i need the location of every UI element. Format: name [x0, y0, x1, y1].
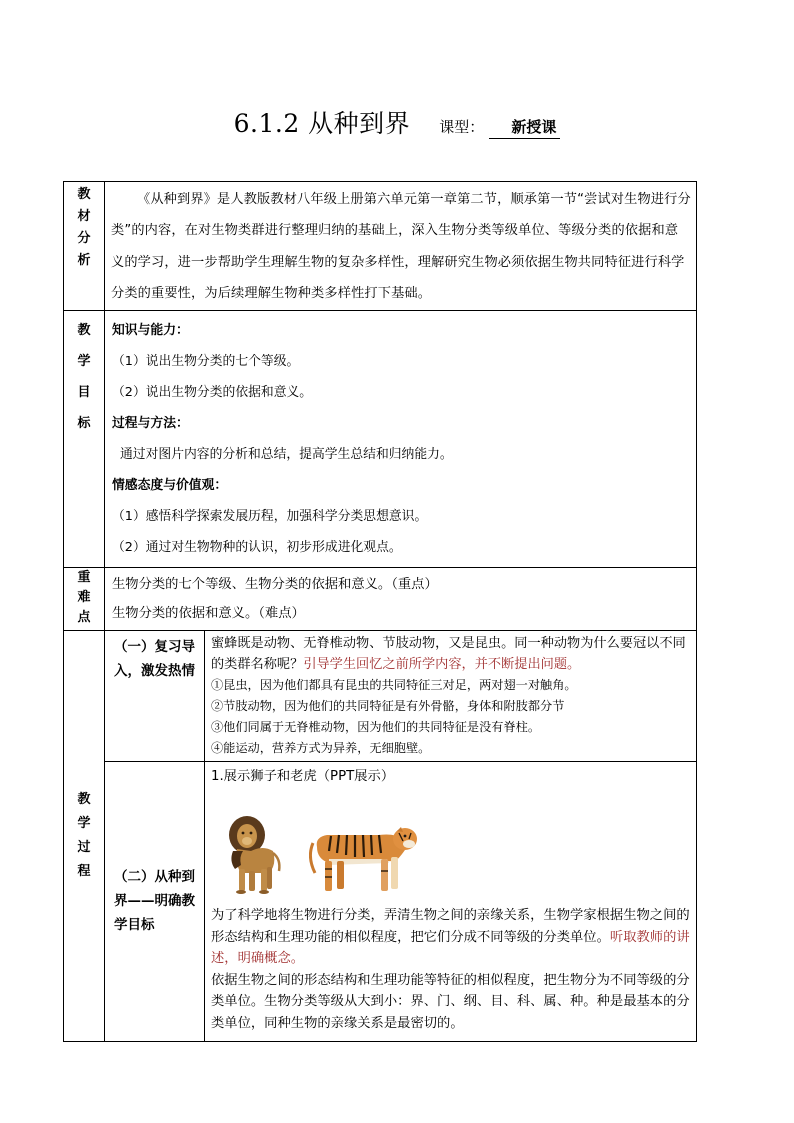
- part2-content: [205, 761, 697, 1041]
- part1-label-cell: [105, 630, 205, 761]
- knowledge-item-1: （1）说出生物分类的七个等级。: [112, 353, 300, 369]
- process-heading: 过程与方法：: [112, 415, 189, 431]
- process-label: 教 学 过 程: [64, 630, 105, 1041]
- analysis-content: [105, 182, 697, 311]
- attitude-heading: 情感态度与价值观：: [112, 477, 228, 493]
- part2-paragraph-1: 为了科学地将生物进行分类，弄清生物之间的亲缘关系，生物学家根据生物之间的形态结构和生理功能的相似程度，把它们分成不同等级的分类单位。: [211, 908, 690, 945]
- process-item-1: 通过对图片内容的分析和总结，提高学生总结和归纳能力。: [120, 446, 453, 462]
- lion-image: [223, 815, 285, 897]
- attitude-item-1: （1）感悟科学探索发展历程，加强科学分类思想意识。: [112, 508, 428, 524]
- analysis-label: 教 材 分 析: [64, 182, 105, 311]
- page-title: 6.1.2 从种到界: [233, 109, 411, 138]
- process-part2-row: [64, 761, 697, 1041]
- lesson-plan-table: [63, 181, 697, 1042]
- part2-paragraph-2: 依据生物之间的形态结构和生理功能等特征的相似程度，把生物分为不同等级的分类单位。生物分类等级从大到小：界、门、纲、目、科、属、种。种是最基本的分类单位，同种生物的亲缘关系是最密切的。: [211, 972, 690, 1031]
- part2-label-cell: [105, 761, 205, 1041]
- key-point-1: 生物分类的七个等级、生物分类的依据和意义。（重点）: [112, 576, 438, 592]
- part1-item-4: ④能运动，营养方式为异养，无细胞壁。: [211, 740, 431, 755]
- part1-teacher-note: 引导学生回忆之前所学内容，并不断提出问题。: [303, 656, 581, 672]
- key-point-2: 生物分类的依据和意义。（难点）: [112, 605, 305, 621]
- key-points-label: 重 难 点: [64, 567, 105, 630]
- goals-row: [64, 310, 697, 567]
- tiger-image: [309, 817, 419, 897]
- part1-item-2: ②节肢动物，因为他们的共同特征是有外骨骼，身体和附肢都分节: [211, 698, 565, 713]
- part2-heading: 1.展示狮子和老虎（PPT展示）: [211, 768, 395, 784]
- key-points-content: [105, 567, 697, 630]
- part1-content: [205, 630, 697, 761]
- analysis-text: 《从种到界》是人教版教材八年级上册第六单元第一章第二节，顺承第一节“尝试对生物进行分类”的内容，在对生物类群进行整理归纳的基础上，深入生物分类等级单位、等级分类的依据和意义的学习，进一步帮助学生理解生物的复杂多样性，理解研究生物必须依据生物共同特征进行科学分类的重要性，为后续理解生物种类多样性打下基础。: [111, 192, 691, 302]
- part2-label: （二）从种到界——明确教学目标: [114, 869, 195, 934]
- goals-content: [105, 310, 697, 567]
- attitude-item-2: （2）通过对生物物种的认识，初步形成进化观点。: [112, 539, 402, 555]
- part1-item-3: ③他们同属于无脊椎动物，因为他们的共同特征是没有脊柱。: [211, 719, 541, 734]
- knowledge-item-2: （2）说出生物分类的依据和意义。: [112, 384, 313, 400]
- part2-teacher-note: 听取教师的讲述，明确概念。: [211, 929, 690, 967]
- key-points-row: [64, 567, 697, 630]
- lesson-type-label: 课型：: [439, 118, 485, 136]
- part1-intro: 蜜蜂既是动物、无脊椎动物、节肢动物，又是昆虫。同一种动物为什么要冠以不同的类群名称呢？: [211, 635, 686, 672]
- lesson-type-value: 新授课: [489, 116, 560, 139]
- analysis-row: [64, 182, 697, 311]
- process-part1-row: [64, 630, 697, 761]
- part1-label: （一）复习导入，激发热情: [114, 638, 195, 679]
- part1-item-1: ①昆虫，因为他们都具有昆虫的共同特征三对足，两对翅一对触角。: [211, 677, 577, 692]
- knowledge-heading: 知识与能力：: [112, 322, 189, 338]
- goals-label: 教 学 目 标: [64, 310, 105, 567]
- animal-images: [211, 787, 691, 905]
- document-title: [0, 104, 794, 140]
